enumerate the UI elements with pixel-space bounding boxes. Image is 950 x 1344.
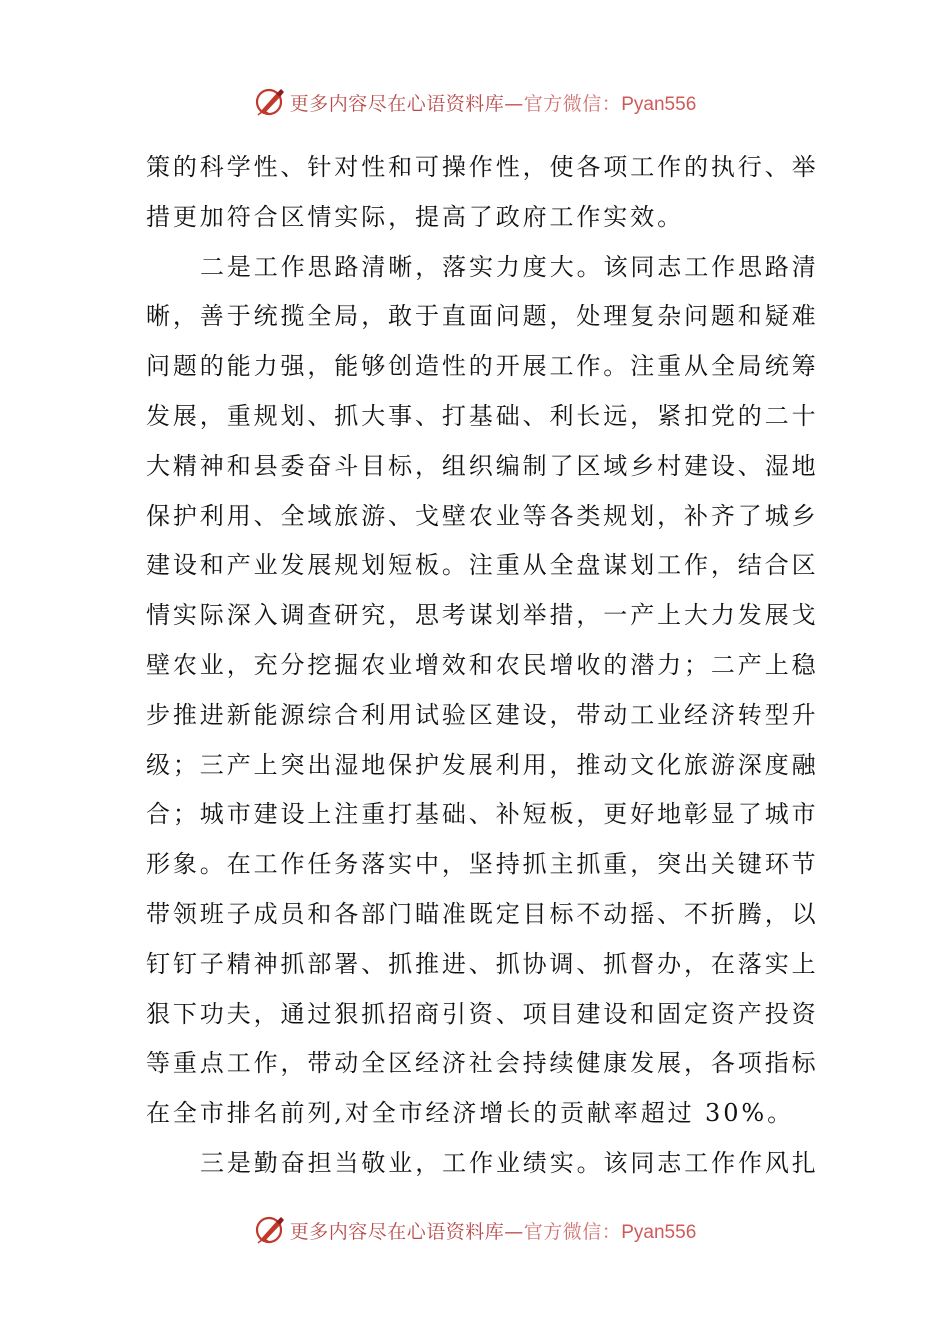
text-line: 步推进新能源综合利用试验区建设，带动工业经济转型升: [146, 700, 819, 729]
banner-separator: —: [504, 1220, 524, 1243]
banner-wechat-label: 官方微信：: [523, 1220, 622, 1243]
text-line: 三是勤奋担当敬业，工作业绩实。该同志工作作风扎: [200, 1148, 819, 1177]
banner-wechat-label: 官方微信：: [523, 92, 622, 115]
paragraph-continued: [146, 143, 819, 243]
text-line: 狠下功夫，通过狠抓招商引资、项目建设和固定资产投资: [146, 999, 819, 1028]
text-line: 壁农业，充分挖掘农业增效和农民增收的潜力；二产上稳: [146, 650, 819, 679]
text-line: 建设和产业发展规划短板。注重从全盘谋划工作，结合区: [146, 551, 819, 580]
banner-wechat-handle: Pyan556: [621, 93, 697, 115]
text-line: 晰，善于统揽全局，敢于直面问题，处理复杂问题和疑难: [146, 302, 819, 331]
paragraph-two: [146, 243, 819, 1139]
banner-separator: —: [504, 92, 524, 115]
paragraph-three: [146, 1139, 819, 1189]
banner-wechat-handle: Pyan556: [621, 1221, 697, 1243]
text-line: 二是工作思路清晰，落实力度大。该同志工作思路清: [200, 252, 819, 281]
text-line: 措更加符合区情实际，提高了政府工作实效。: [146, 202, 684, 231]
text-line: 发展，重规划、抓大事、打基础、利长远，紧扣党的二十: [146, 401, 819, 430]
pen-logo-icon: [254, 86, 286, 118]
text-line: 合；城市建设上注重打基础、补短板，更好地彰显了城市: [146, 800, 819, 829]
footer-banner: [0, 1210, 950, 1250]
text-line: 带领班子成员和各部门瞄准既定目标不动摇、不折腾，以: [146, 899, 819, 928]
text-line: 大精神和县委奋斗目标，组织编制了区域乡村建设、湿地: [146, 451, 819, 480]
text-line: 保护利用、全域旅游、戈壁农业等各类规划，补齐了城乡: [146, 501, 819, 530]
text-line: 情实际深入调查研究，思考谋划举措，一产上大力发展戈: [146, 601, 819, 630]
text-line: 问题的能力强，能够创造性的开展工作。注重从全局统筹: [146, 352, 819, 381]
header-banner: [0, 82, 950, 122]
text-line: 在全市排名前列,对全市经济增长的贡献率超过 30%。: [146, 1099, 794, 1128]
banner-brand-text: 更多内容尽在心语资料库: [289, 1220, 505, 1243]
text-line: 策的科学性、针对性和可操作性，使各项工作的执行、举: [146, 153, 819, 181]
pen-logo-icon: [254, 1214, 286, 1246]
text-line: 钉钉子精神抓部署、抓推进、抓协调、抓督办，在落实上: [146, 949, 819, 978]
text-line: 等重点工作，带动全区经济社会持续健康发展，各项指标: [146, 1049, 819, 1078]
banner-brand-text: 更多内容尽在心语资料库: [289, 92, 505, 115]
text-line: 形象。在工作任务落实中，坚持抓主抓重，突出关键环节: [146, 850, 819, 879]
document-body: [146, 143, 819, 1189]
text-line: 级；三产上突出湿地保护发展利用，推动文化旅游深度融: [146, 750, 819, 779]
